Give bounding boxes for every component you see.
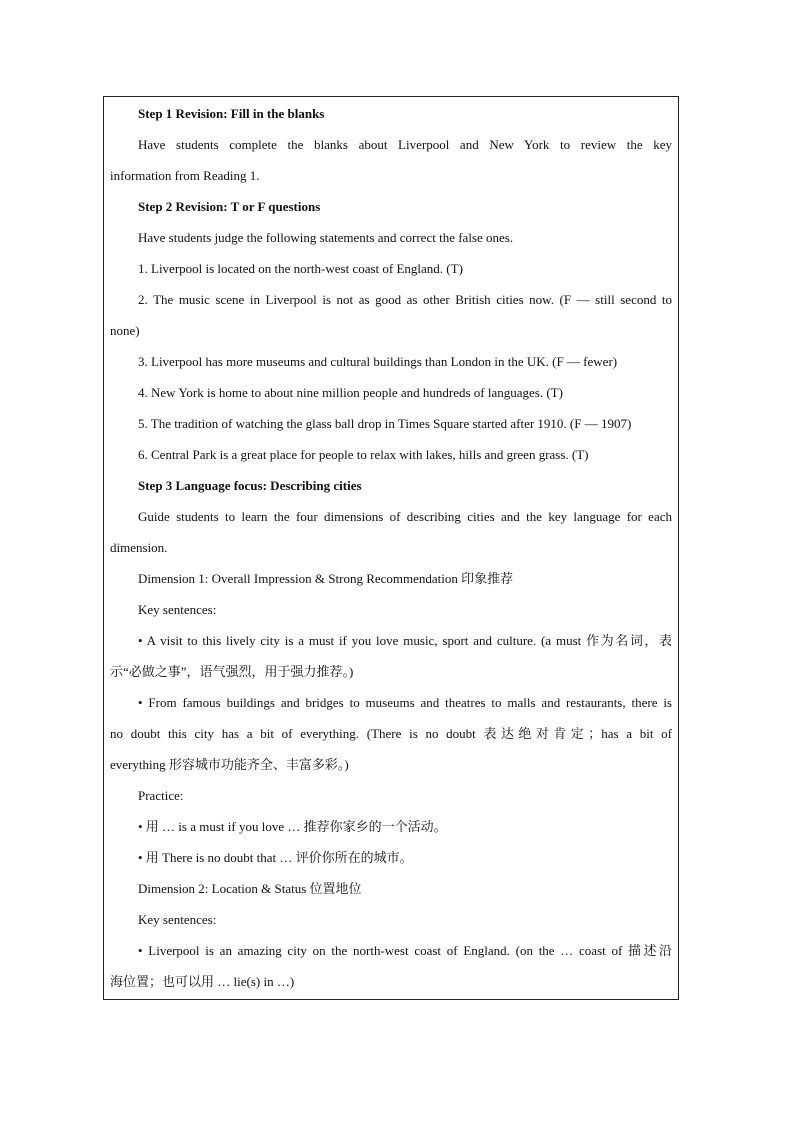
step3-guide-line: Guide students to learn the four dimensions of describing cities and the key language for each [138,509,672,524]
key-sentences-label: Key sentences: [138,602,217,617]
tf-item: 5. The tradition of watching the glass ball drop in Times Square started after 1910. (F — 1907) [138,416,632,431]
tf-item-continuation: none) [110,323,140,338]
step2-heading: Step 2 Revision: T or F questions [138,199,321,214]
key-sentence-line: • Liverpool is an amazing city on the north-west coast of England. (on the … coast of 描述沿 [138,943,672,958]
dimension2-title: Dimension 2: Location & Status 位置地位 [138,881,362,896]
step2-intro: Have students judge the following statements and correct the false ones. [138,230,514,245]
key-sentence-line: 示“必做之事”，语气强烈，用于强力推荐。) [110,664,354,679]
key-sentence-line: no doubt this city has a bit of everything. (There is no doubt 表达绝对肯定；has a bit of [110,726,672,741]
step3-heading: Step 3 Language focus: Describing cities [138,478,362,493]
step1-paragraph-line: information from Reading 1. [110,168,260,183]
key-sentences-label: Key sentences: [138,912,217,927]
step1-paragraph-line: Have students complete the blanks about Liverpool and New York to review the key [138,137,672,152]
practice-item: • 用 There is no doubt that … 评价你所在的城市。 [138,850,413,865]
key-sentence-line: • From famous buildings and bridges to museums and theatres to malls and restaurants, there is [138,695,672,710]
key-sentence-line: • A visit to this lively city is a must if you love music, sport and culture. (a must 作为名词，表 [138,633,672,648]
key-sentence-line: 海位置；也可以用 … lie(s) in …) [110,974,295,989]
step1-heading: Step 1 Revision: Fill in the blanks [138,106,325,121]
dimension1-title: Dimension 1: Overall Impression & Strong Recommendation 印象推荐 [138,571,514,586]
tf-item: 6. Central Park is a great place for people to relax with lakes, hills and green grass. (T) [138,447,589,462]
lesson-plan-content [110,98,672,997]
key-sentence-line: everything 形容城市功能齐全、丰富多彩。) [110,757,349,772]
tf-item: 1. Liverpool is located on the north-west coast of England. (T) [138,261,463,276]
tf-item: 2. The music scene in Liverpool is not as good as other British cities now. (F — still second to [138,292,672,307]
tf-item: 4. New York is home to about nine million people and hundreds of languages. (T) [138,385,563,400]
step3-guide-line: dimension. [110,540,168,555]
lesson-plan-table [103,96,679,1000]
practice-label: Practice: [138,788,184,803]
tf-item: 3. Liverpool has more museums and cultural buildings than London in the UK. (F — fewer) [138,354,618,369]
practice-item: • 用 … is a must if you love … 推荐你家乡的一个活动。 [138,819,447,834]
